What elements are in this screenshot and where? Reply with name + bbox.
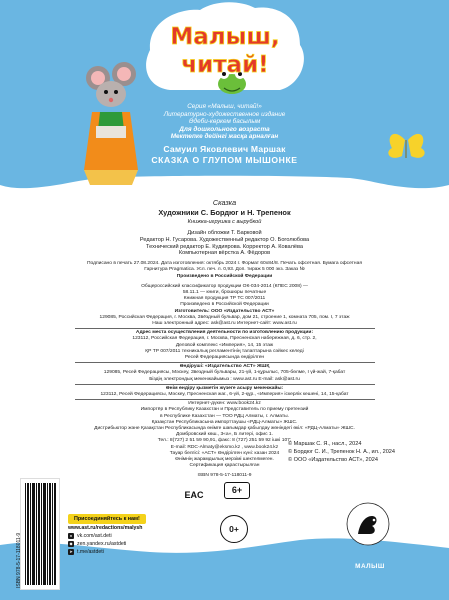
isbn-vertical: ISBN 978-5-17-118011-9 (16, 532, 22, 588)
link-telegram[interactable]: ➤ t.me/astdeti (69, 549, 104, 555)
classifier-line: Книжная продукция ТР ТС 007/2011 (183, 296, 266, 302)
telegram-icon: ➤ (69, 549, 73, 554)
copyright-line: © Бордюг С. И., Трепенок Н. А., ил., 2024 (288, 449, 396, 455)
classifier-line: 58.11.1 — книги, брошюры печатные (182, 290, 267, 295)
print-line: Подписано в печать 27.08.2024. Дата изготовления: октябрь 2024 г. Формат 60х84/8. Печать офсетная. Бумага офсетная (87, 261, 362, 267)
classifier-line: Общероссийский классификатор продукции ОК-034-2014 (КПЕС 2008) — (141, 283, 308, 289)
copyright-block (288, 440, 448, 464)
barcode (20, 478, 60, 590)
address-line: Деловой комплекс «Империя», 14, 15 этаж (175, 342, 274, 348)
print-line: Гарнитура Pragmatica. Усл. печ. л. 0,93. Доп. тираж 5 000 экз. Заказ № (144, 267, 305, 273)
series-desc-ru: Литературно-художественное издание (163, 110, 286, 118)
staff-line: Компьютерная вёрстка А. Фёдоров (178, 250, 271, 257)
kz-activity-title: Өнім өндіру қызметін жүзеге асыру мекенжайы: (165, 385, 284, 391)
kz-footer-line: Тел.: 8(727) 2 51 59 90,91, факс: 8 (727) 251 59 92 ішкі 107; (157, 438, 292, 444)
copyright-line: © Маршак С. Я., насл., 2024 (288, 441, 362, 447)
kz-producer-title: Өндіруші: «Издательство АСТ» ЖШҚ (179, 364, 270, 370)
kz-footer-line: Интернет-дүкен: www.book24.kz (188, 401, 261, 407)
kz-footer-line: Өнімнің жарамдылық мерзімі шектелмеген. (175, 457, 274, 463)
eac-mark: EAC (184, 490, 204, 500)
kz-footer-line: Импортёр в Республику Казахстан и Представитель по приему претензий (140, 407, 309, 413)
kz-footer-line: Дистрибьютор және Қазақстан Республикасында өнімге шағымдар қабылдау жөніндегі өкіл: «РДЦ-Алматы» ЖШС. (94, 426, 355, 432)
age-rating-0: 0+ (220, 515, 248, 543)
series-age-kz: Мектепке дейінгі жасқа арналған (170, 133, 279, 141)
kz-footer-line: E-mail: RDC-Almaty@eksmo.kz , www.book24.kz (170, 444, 279, 450)
address-line: 123112, Российская Федерация, г. Москва, Пресненская набережная, д. 6, стр. 2, (132, 336, 317, 342)
publisher-logo-icon (346, 502, 390, 546)
staff-line: Редактор Н. Гусарова. Художественный редактор О. Боголюбова (139, 236, 310, 243)
staff-line: Дизайн обложки Т. Барковой (187, 230, 262, 236)
social-block (68, 514, 198, 556)
age-rating-6: 6+ (224, 482, 250, 499)
kz-tr: ҚР ТР 007/2011 техникалық регламентінің талаптарына сәйкес келеді (145, 348, 304, 354)
series-logo (150, 14, 300, 84)
kz-footer-line: в Республике Казахстан — ТОО РДЦ Алматы, г. Алматы. (160, 413, 289, 419)
kz-activity: 123112, Ресей Федерациясы, Мәскеу, Пресненская жаг., 6-үй, 2-құр., «Империя» іскерлік кешені, 14, 15-қабат (100, 392, 349, 398)
divider (75, 384, 375, 385)
kz-producer-line: Біздің электрондық мекенжайымыз : www.ast.ru E-mail: ask@ast.ru (149, 376, 300, 382)
logo-line-1: Малыш, (170, 24, 280, 50)
kz-made: Ресей Федерациясында өндірілген (184, 355, 265, 361)
artists: Художники С. Бордюг и Н. Трепенок (158, 208, 291, 217)
imprint (0, 198, 449, 480)
kz-footer-line: Домбровский көш., 3«а», Б литері, офис 1. (176, 432, 273, 438)
manufacturer-title: Изготовитель: ООО «Издательство АСТ» (174, 308, 275, 314)
logo-line-2: читай! (181, 52, 269, 78)
classifier-line: Произведено в Российской Федерации (180, 302, 269, 308)
series-info (0, 103, 449, 165)
address-title: Адрес места осуществления деятельности по изготовлению продукции: (135, 330, 314, 336)
kz-producer-line: 129085, Ресей Федерациясы, Мәскеу, Звездный бульвары, 21-үй, 1-құрылыс, 705-бөлме, I үй-жай, 7-қабат (103, 370, 346, 376)
link-ast[interactable]: www.ast.ru/redactions/malysh (68, 525, 143, 531)
genre: Сказка (212, 198, 237, 207)
link-vk[interactable]: в vk.com/ast.deti (69, 533, 112, 539)
isbn-text: ISBN 978-5-17-118011-9 (197, 473, 252, 479)
kz-cert: Сертификация қарастырылған (189, 463, 260, 469)
author-name: Самуил Яковлевич Маршак (163, 143, 286, 154)
series-desc-kz: Әдеби-көркем басылым (188, 118, 261, 126)
book-kind: Книжка-игрушка с вырубкой (187, 219, 262, 225)
publisher-logo-text: МАЛЫШ (355, 563, 385, 570)
link-zen[interactable]: ◆ zen.yandex.ru/astdeti (69, 541, 127, 547)
series-age-ru: Для дошкольного возраста (179, 125, 270, 133)
print-line: Произведено в Российской Федерации (176, 273, 273, 279)
join-banner: Присоединяйтесь к нам! (68, 514, 146, 524)
vk-icon: в (69, 533, 73, 538)
book-title: СКАЗКА О ГЛУПОМ МЫШОНКЕ (151, 154, 298, 165)
series-name: Серия «Малыш, читай!» (187, 103, 262, 110)
copyright-line: © ООО «Издательство АСТ», 2024 (288, 457, 378, 463)
manufacturer-line: Наш электронный адрес: ask@ast.ru Интернет-сайт: www.ast.ru (152, 321, 297, 327)
kz-footer-line: Тауар белгісі: «АСТ» Өндірілген күні: казан 2024 (169, 450, 280, 456)
zen-icon: ◆ (69, 541, 73, 546)
staff-line: Технический редактор Е. Кудиярова. Корректор А. Ковалёва (145, 243, 304, 250)
manufacturer-line: 129085, Российская Федерация, г. Москва, Звёздный бульвар, дом 21, строение 1, комната 705, пом. I, 7 этаж (99, 314, 350, 320)
kz-footer-line: Қазақстан Республикасына импорттаушы «РДЦ-Алматы» ЖШС. (151, 419, 298, 425)
